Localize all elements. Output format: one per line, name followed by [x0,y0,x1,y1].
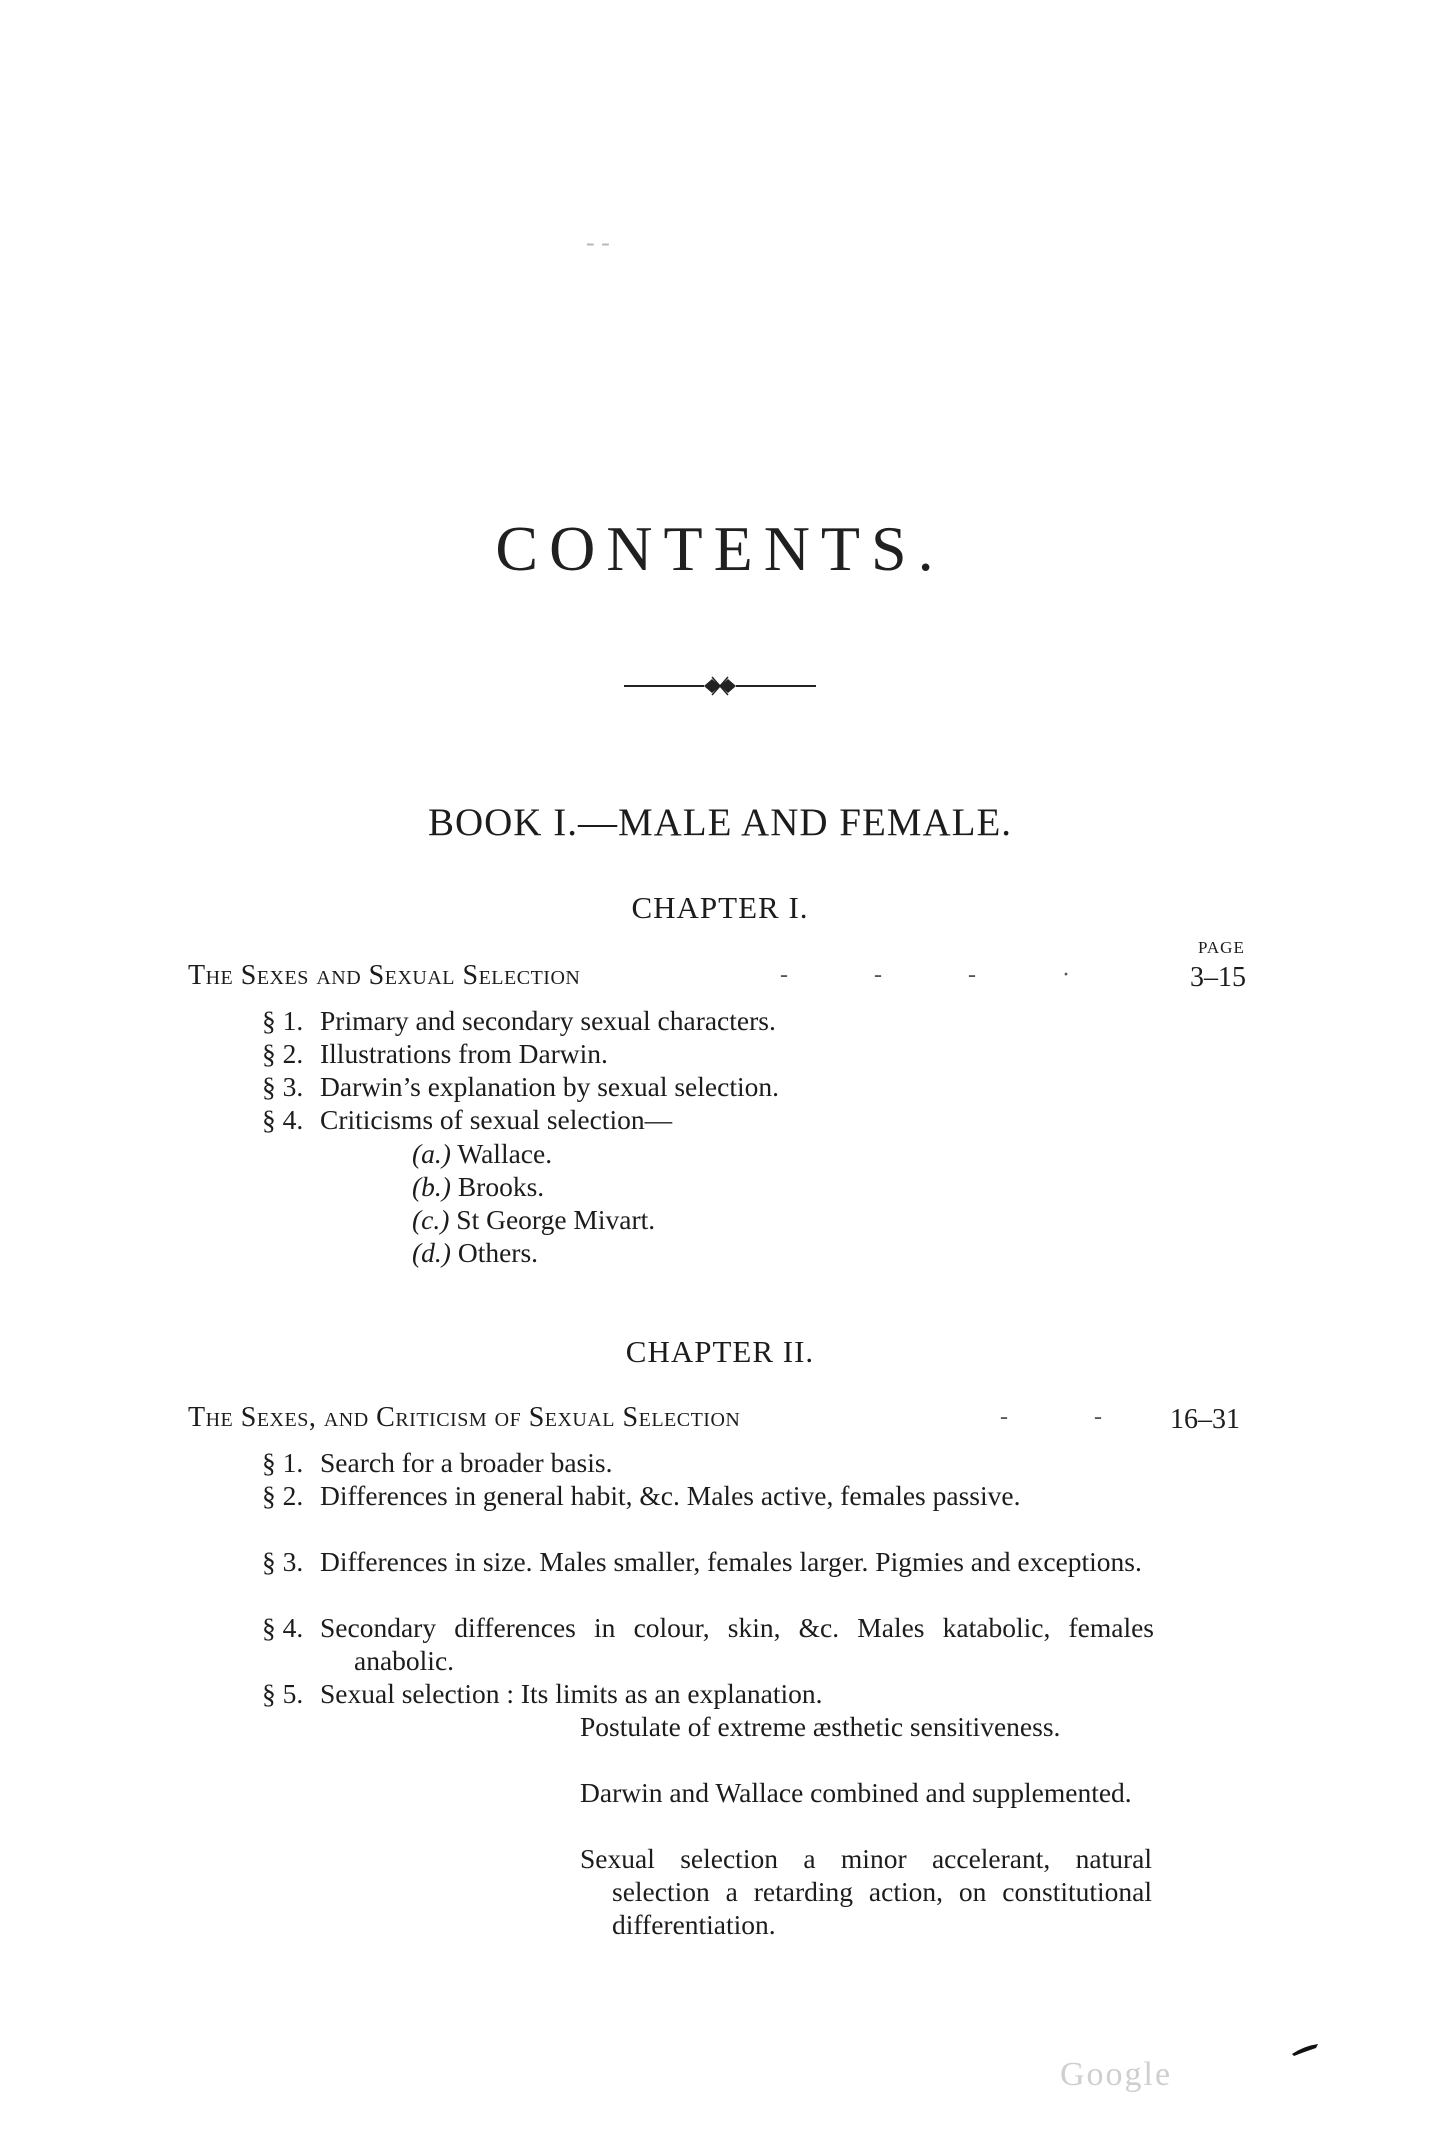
section-text: Differences in size. Males smaller, females larger. Pigmies and exceptions. [320,1546,1142,1577]
subsection-text: Wallace. [457,1138,553,1169]
chapter-1-title: The Sexes and Sexual Selection [188,960,581,991]
chapter-1-subsection-d [412,1237,538,1269]
section-number: § 3. [262,1546,304,1577]
subsection-label: (b.) [412,1171,451,1202]
page-column-label: PAGE [1198,938,1245,957]
ink-smudge-mark [1290,2042,1320,2056]
subsection-text: Brooks. [457,1171,545,1202]
chapter-2-continuation-1: Postulate of extreme æsthetic sensitiveness. [580,1711,1061,1742]
subsection-text: Others. [457,1237,539,1268]
section-text: Search for a broader basis. [320,1447,613,1478]
subsection-text: St George Mivart. [456,1204,656,1235]
chapter-1-heading: CHAPTER I. [631,890,809,925]
chapter-1-subsection-a [412,1138,552,1170]
section-text: Differences in general habit, &c. Males active, females passive. [320,1480,1021,1511]
section-text: Primary and secondary sexual characters. [320,1005,776,1036]
section-number: § 3. [262,1071,304,1102]
section-text: Illustrations from Darwin. [320,1038,608,1069]
section-number: § 1. [262,1447,304,1478]
section-number: § 1. [262,1005,304,1036]
chapter-1-leaders: - - - · [780,962,1110,988]
section-number: § 5. [262,1678,304,1709]
section-number: § 2. [262,1480,304,1511]
chapter-1-pages: 3–15 [1190,962,1246,993]
chapter-1-subsection-c [412,1204,655,1236]
subsection-label: (a.) [412,1138,451,1169]
section-number: § 4. [262,1104,304,1135]
subsection-label: (c.) [412,1204,450,1235]
chapter-2-continuation-2: Darwin and Wallace combined and supplemented. [580,1777,1132,1808]
chapter-2-title: The Sexes, and Criticism of Sexual Selection [188,1402,741,1433]
section-text: Darwin’s explanation by sexual selection. [320,1071,779,1102]
chapter-2-continuation-3: Sexual selection a minor accelerant, natural selection a retarding action, on constitutional differentiation. [580,1843,1152,1940]
chapter-2-heading: CHAPTER II. [625,1334,815,1369]
chapter-1-subsection-b [412,1171,544,1203]
chapter-2-pages: 16–31 [1170,1404,1240,1435]
section-text: Sexual selection : Its limits as an explanation. [320,1678,823,1709]
page-title: CONTENTS. [495,513,945,584]
book-title: BOOK I.—MALE AND FEMALE. [427,801,1013,844]
scan-watermark: Google [1060,2056,1173,2093]
stray-mark: - - [586,228,610,257]
chapter-2-leaders: - - [1000,1404,1142,1430]
section-number: § 2. [262,1038,304,1069]
subsection-label: (d.) [412,1237,451,1268]
section-text: Secondary differences in colour, skin, &c. Males katabolic, females anabolic. [320,1612,1154,1676]
section-number: § 4. [262,1612,304,1643]
divider-ornament [620,674,820,698]
section-text: Criticisms of sexual selection— [320,1104,673,1135]
